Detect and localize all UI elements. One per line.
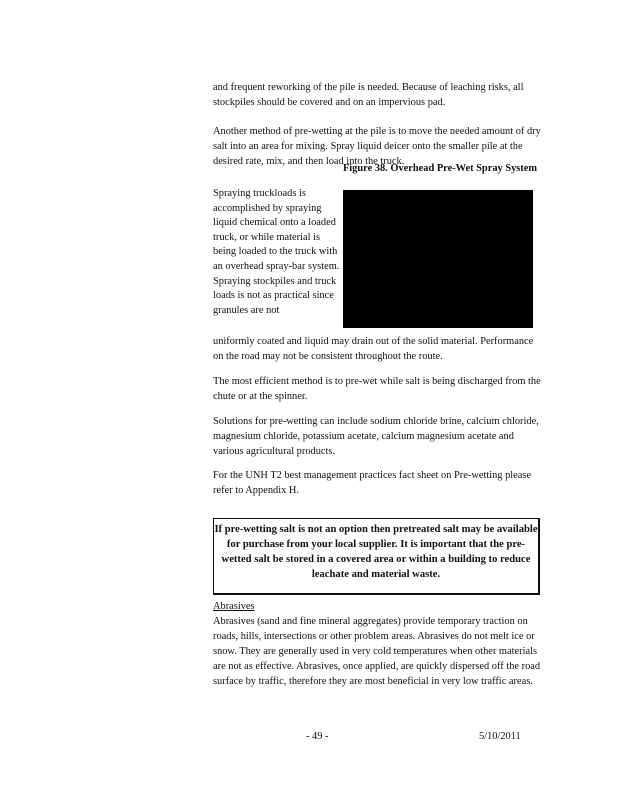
paragraph-stockpile-leaching: [213, 80, 541, 110]
paragraph-spraying-continued: [213, 334, 541, 364]
paragraph-text: uniformly coated and liquid may drain out of the solid material. Performance on the road may not be consistent throughout the route.: [213, 336, 534, 362]
figure-caption: Figure 38. Overhead Pre-Wet Spray System: [342, 163, 538, 174]
paragraph-text: The most efficient method is to pre-wet while salt is being discharged from the chute or at the spinner.: [213, 376, 541, 402]
paragraph-spraying-truckloads: [213, 187, 341, 318]
callout-text: If pre-wetting salt is not an option then pretreated salt may be available for purchase from your local supplier. It is important that the pre-wetted salt be stored in a covered area or within a building to reduce leachate and material waste.: [214, 524, 538, 580]
footer-date: 5/10/2011: [479, 731, 521, 742]
paragraph-appendix-reference: [213, 468, 541, 498]
page-number: - 49 -: [306, 731, 329, 742]
figure-image-redacted: [343, 190, 533, 328]
paragraph-abrasives: [213, 614, 541, 689]
paragraph-prewetting-solutions: [213, 414, 541, 459]
abrasives-heading: Abrasives: [213, 601, 255, 612]
paragraph-text: and frequent reworking of the pile is needed. Because of leaching risks, all stockpiles should be covered and on an impervious pad.: [213, 82, 524, 108]
paragraph-most-efficient-method: [213, 374, 541, 404]
paragraph-text: Abrasives (sand and fine mineral aggregates) provide temporary traction on roads, hills, intersections or other problem areas. Abrasives do not melt ice or snow. They are generally used in very cold temperatures when other materials are not as effective. Abrasives, once applied, are quickly dispersed off the road surface by traffic, therefore they are most beneficial in very low traffic areas.: [213, 616, 541, 687]
paragraph-text: Spraying truckloads is accomplished by spraying liquid chemical onto a loaded truck, or while material is being loaded to the truck with an overhead spray-bar system. Spraying stockpiles and truck loads is not as practical since granules are not: [213, 188, 340, 316]
paragraph-text: For the UNH T2 best management practices fact sheet on Pre-wetting please refer to Appendix H.: [213, 470, 532, 496]
paragraph-text: Another method of pre-wetting at the pile is to move the needed amount of dry salt into an area for mixing. Spray liquid deicer onto the smaller pile at the desired rate, mix, and then load into the truck.: [213, 126, 541, 167]
paragraph-text: Solutions for pre-wetting can include sodium chloride brine, calcium chloride, magnesium chloride, potassium acetate, calcium magnesium acetate and various agricultural products.: [213, 416, 539, 457]
